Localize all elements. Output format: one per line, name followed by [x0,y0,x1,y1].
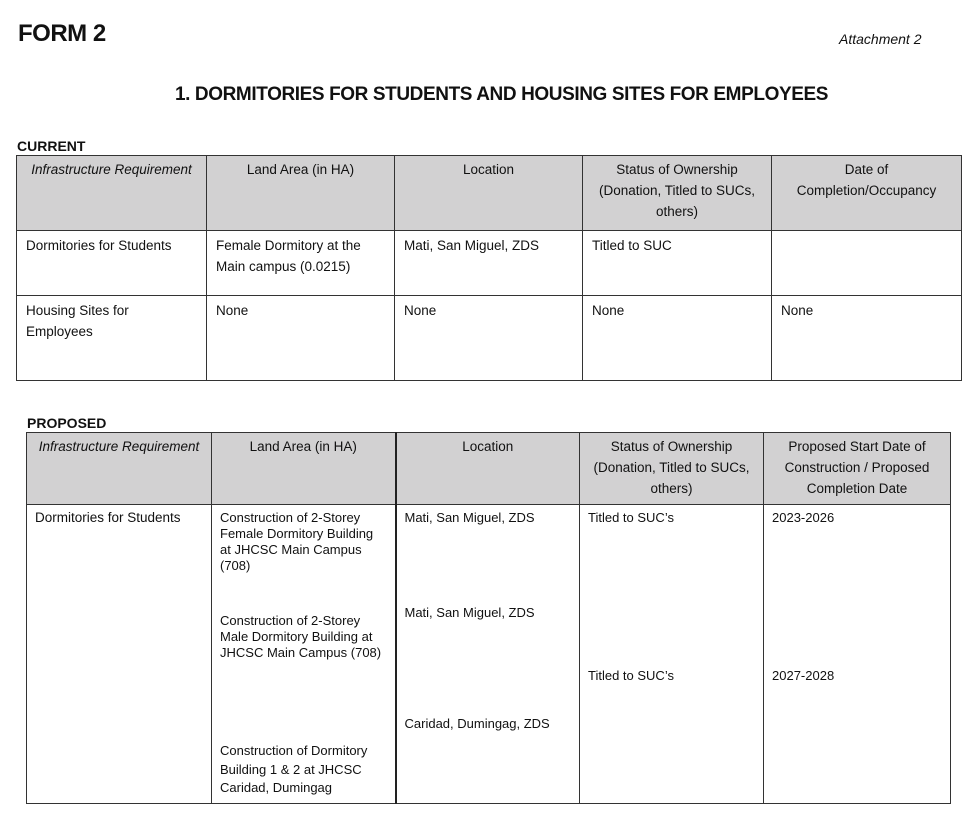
cell-date [772,231,962,296]
cell-ownership [580,505,764,804]
cell-location: Mati, San Miguel, ZDS [395,231,583,296]
col-header-date: Proposed Start Date of Construction / Proposed Completion Date [764,433,951,505]
col-header-date: Date of Completion/Occupancy [772,156,962,231]
project-location: Caridad, Dumingag, ZDS [404,716,550,731]
ownership-value: Titled to SUC’s [588,668,674,683]
table-row [27,505,951,804]
attachment-label: Attachment 2 [839,31,922,47]
cell-land-area: None [207,296,395,381]
cell-requirement: Dormitories for Students [27,505,212,804]
cell-land-area [212,505,396,804]
date-value: 2027-2028 [772,668,835,683]
col-header-land-area: Land Area (in HA) [207,156,395,231]
cell-location: None [395,296,583,381]
col-header-land-area: Land Area (in HA) [212,433,396,505]
cell-requirement: Dormitories for Students [17,231,207,296]
current-label: CURRENT [17,138,86,154]
date-value: 2023-2026 [772,510,835,525]
current-table [16,155,962,381]
project-location: Mati, San Miguel, ZDS [404,605,535,620]
proposed-table [26,432,951,804]
form-title: FORM 2 [18,20,106,47]
proposed-label: PROPOSED [27,415,107,431]
cell-location [396,505,580,804]
col-header-location: Location [396,433,580,505]
col-header-ownership: Status of Ownership (Donation, Titled to SUCs, others) [583,156,772,231]
proposed-header-row [27,433,951,505]
col-header-requirement: Infrastructure Requirement [27,433,212,505]
cell-ownership: Titled to SUC [583,231,772,296]
project-location: Mati, San Miguel, ZDS [404,510,535,525]
ownership-value: Titled to SUC’s [588,510,674,525]
col-header-requirement: Infrastructure Requirement [17,156,207,231]
current-header-row [17,156,962,231]
cell-date: None [772,296,962,381]
project-land-area: Construction of 2-Storey Female Dormitory Building at JHCSC Main Campus (708) [220,510,374,573]
col-header-ownership: Status of Ownership (Donation, Titled to SUCs, others) [580,433,764,505]
project-land-area: Construction of Dormitory Building 1 & 2 at JHCSC Caridad, Dumingag [220,743,368,795]
cell-ownership: None [583,296,772,381]
cell-date [764,505,951,804]
project-land-area: Construction of 2-Storey Male Dormitory Building at JHCSC Main Campus (708) [220,613,382,660]
section-title: 1. DORMITORIES FOR STUDENTS AND HOUSING SITES FOR EMPLOYEES [174,84,829,105]
col-header-location: Location [395,156,583,231]
cell-land-area: Female Dormitory at the Main campus (0.0215) [207,231,395,296]
table-row [17,296,962,381]
table-row [17,231,962,296]
cell-requirement: Housing Sites for Employees [17,296,207,381]
